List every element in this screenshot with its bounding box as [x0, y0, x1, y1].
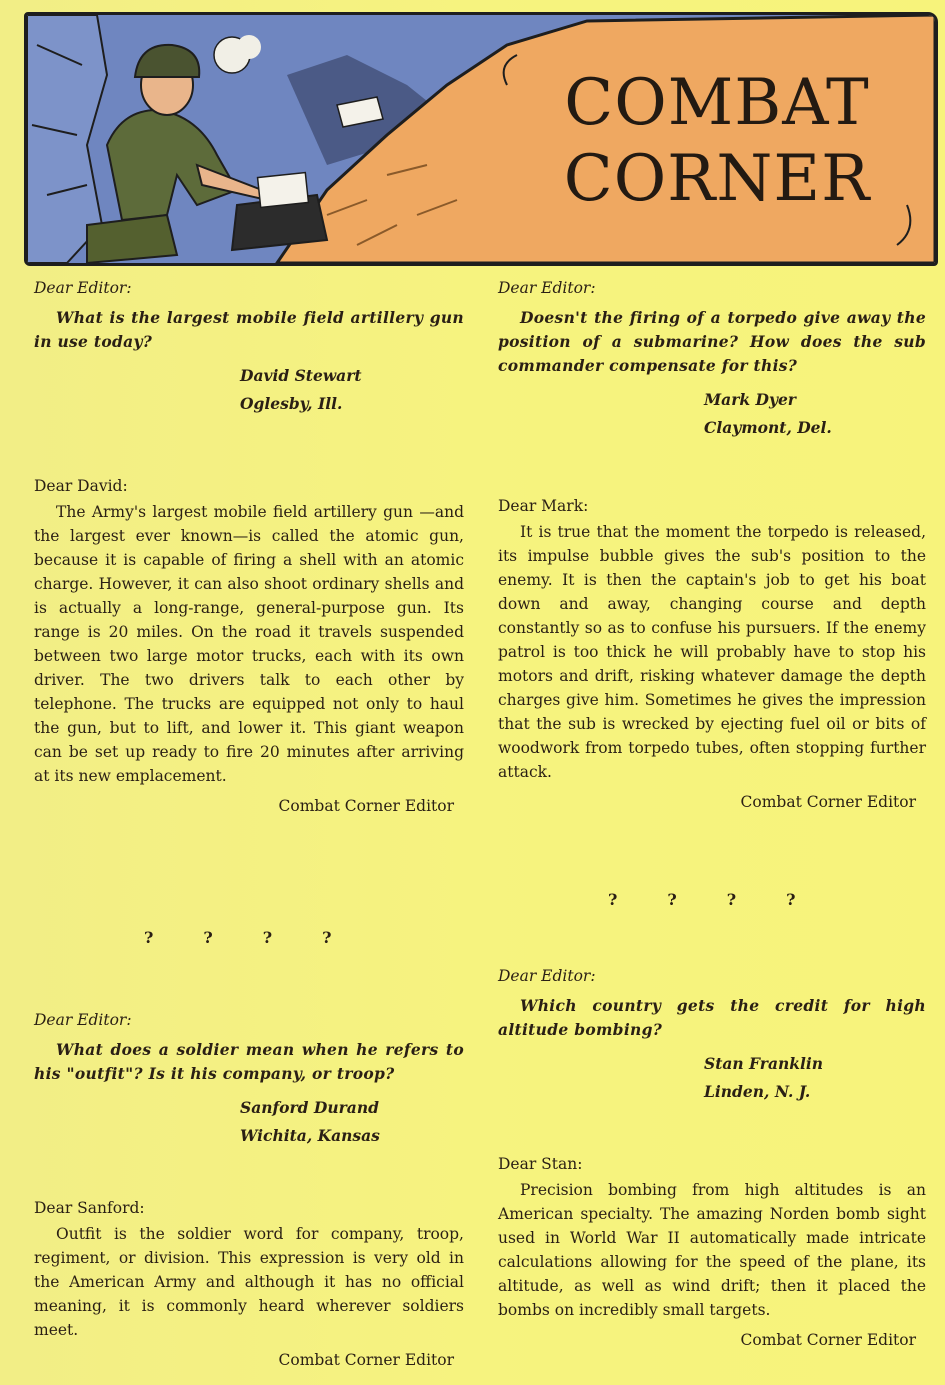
editor-signature: Combat Corner Editor — [278, 1351, 454, 1369]
reply-david — [34, 474, 464, 818]
sender-name: Mark Dyer — [704, 390, 796, 409]
editor-signature: Combat Corner Editor — [740, 1331, 916, 1349]
reply-salutation: Dear Mark: — [498, 497, 589, 515]
separator-mark: ? — [322, 928, 332, 947]
question-mark-separator — [144, 926, 574, 950]
salutation: Dear Editor: — [498, 967, 596, 985]
editor-reply: The Army's largest mobile field artillery gun —and the largest ever known—is called the atomic gun, because it is capable of firing a shell with an atomic charge. However, it can also shoot ordinary shells and is actually a long-range, general-purpose gun. Its range is 20 miles. On the road it travels suspended between two large motor trucks, each with its own driver. The two drivers talk to each other by telephone. The trucks are equipped not only to haul the gun, but to lift, and lower it. This giant weapon can be set up ready to fire 20 minutes after arriving at its new emplacement. — [34, 503, 464, 785]
reply-salutation: Dear David: — [34, 477, 128, 495]
title-line-combat: COMBAT — [564, 66, 870, 140]
salutation: Dear Editor: — [34, 1011, 132, 1029]
sender-signature — [240, 1094, 464, 1150]
editor-reply: Outfit is the soldier word for company, troop, regiment, or division. This expression is very old in the American Army and although it has no official meaning, it is commonly heard wherever soldiers meet. — [34, 1225, 464, 1339]
separator-mark: ? — [203, 928, 213, 947]
separator-mark: ? — [667, 890, 677, 909]
reply-salutation: Dear Sanford: — [34, 1199, 145, 1217]
sender-place: Claymont, Del. — [704, 418, 832, 437]
letter-stan — [498, 964, 926, 1106]
reader-question: Doesn't the firing of a torpedo give away the position of a submarine? How does the sub commander compensate for this? — [498, 308, 926, 375]
reply-stan — [498, 1152, 926, 1352]
sender-place: Oglesby, Ill. — [240, 394, 343, 413]
sender-signature — [704, 1050, 926, 1106]
salutation: Dear Editor: — [34, 279, 132, 297]
reply-mark — [498, 494, 926, 814]
sender-name: David Stewart — [240, 366, 362, 385]
letter-sanford — [34, 1008, 464, 1150]
salutation: Dear Editor: — [498, 279, 596, 297]
letter-mark — [498, 276, 926, 442]
reader-question: What does a soldier mean when he refers to his "outfit"? Is it his company, or troop? — [34, 1040, 464, 1083]
reader-question: What is the largest mobile field artillery gun in use today? — [34, 308, 464, 351]
reader-question: Which country gets the credit for high altitude bombing? — [498, 996, 926, 1039]
sender-place: Linden, N. J. — [704, 1082, 811, 1101]
title-line-corner: CORNER — [563, 142, 871, 216]
sender-place: Wichita, Kansas — [240, 1126, 380, 1145]
sender-signature — [240, 362, 464, 418]
separator-mark: ? — [262, 928, 273, 947]
question-mark-separator — [608, 888, 945, 912]
letter-david — [34, 276, 464, 418]
editor-reply: It is true that the moment the torpedo is released, its impulse bubble gives the sub's position to the enemy. It is then the captain's job to get his boat down and away, changing course and depth constantly so as to confuse his pursuers. If the enemy patrol is too thick he will probably have to stop his motors and drift, risking whatever damage the depth charges give him. Sometimes he gives the impression that the sub is wrecked by ejecting fuel oil or bits of woodwork from torpedo tubes, often stopping further attack. — [498, 523, 926, 781]
banner-title — [527, 65, 907, 217]
separator-mark: ? — [144, 928, 154, 947]
editor-reply: Precision bombing from high altitudes is an American specialty. The amazing Norden bomb sight used in World War II automatically made intricate calculations allowing for the speed of the plane, its altitude, as well as wind drift; then it placed the bombs on incredibly small targets. — [498, 1181, 926, 1319]
sender-signature — [704, 386, 926, 442]
editor-signature: Combat Corner Editor — [740, 793, 916, 811]
separator-mark: ? — [786, 890, 796, 909]
separator-mark: ? — [726, 890, 737, 909]
editor-signature: Combat Corner Editor — [278, 797, 454, 815]
sender-name: Sanford Durand — [240, 1098, 379, 1117]
reply-sanford — [34, 1196, 464, 1372]
reply-salutation: Dear Stan: — [498, 1155, 583, 1173]
sender-name: Stan Franklin — [704, 1054, 824, 1073]
separator-mark: ? — [608, 890, 618, 909]
header-banner — [24, 12, 938, 266]
